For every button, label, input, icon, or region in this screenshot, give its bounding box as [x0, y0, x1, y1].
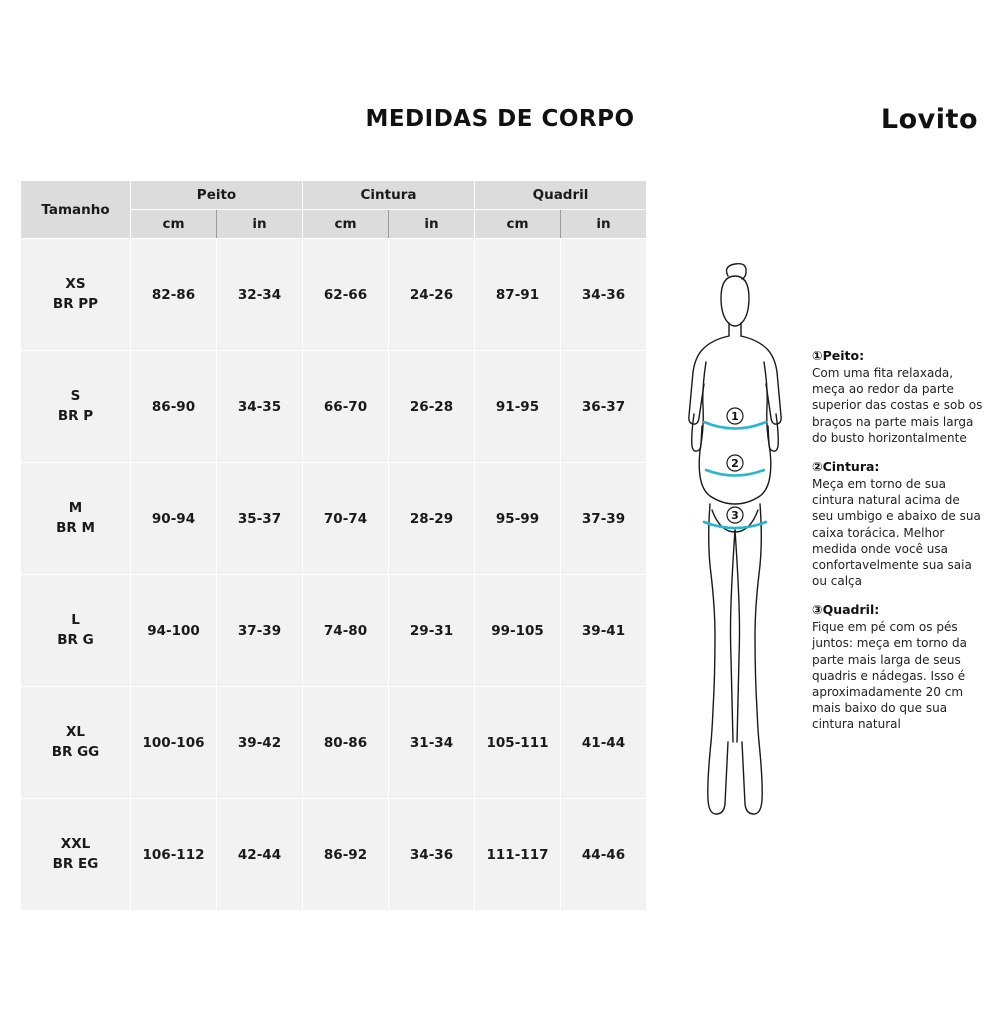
female-body-outline-svg: [660, 262, 810, 827]
size-label-primary: XL: [65, 723, 85, 740]
measurement-instructions: [812, 348, 984, 746]
size-label-br: BR P: [57, 407, 94, 424]
cell-hip-in: 44-46: [561, 799, 647, 911]
note-hip-title: ③Quadril:: [812, 602, 880, 618]
cell-chest-in: 39-42: [217, 687, 303, 799]
cell-waist-cm: 62-66: [303, 239, 389, 351]
column-header-group-hip: Quadril: [475, 181, 647, 210]
size-label-primary: S: [70, 387, 81, 404]
cell-size: [21, 575, 131, 687]
hip-line: [710, 496, 760, 504]
cell-chest-cm: 100-106: [131, 687, 217, 799]
column-header-group-waist: Cintura: [303, 181, 475, 210]
note-chest-body: Com uma fita relaxada, meça ao redor da parte superior das costas e sob os braços na parte mais larga do busto horizontalmente: [812, 366, 983, 445]
cell-chest-in: 42-44: [217, 799, 303, 911]
cell-waist-cm: 66-70: [303, 351, 389, 463]
cell-chest-in: 34-35: [217, 351, 303, 463]
cell-waist-in: 26-28: [389, 351, 475, 463]
cell-chest-in: 37-39: [217, 575, 303, 687]
cell-size: [21, 463, 131, 575]
table-body: [21, 239, 647, 911]
cell-chest-in: 32-34: [217, 239, 303, 351]
size-label-br: BR PP: [52, 295, 99, 312]
table-row: [21, 575, 647, 687]
cell-hip-in: 37-39: [561, 463, 647, 575]
note-waist: [812, 459, 984, 589]
left-foot-shape: [708, 742, 728, 814]
cell-waist-in: 31-34: [389, 687, 475, 799]
cell-hip-in: 39-41: [561, 575, 647, 687]
cell-waist-cm: 80-86: [303, 687, 389, 799]
column-header-chest-in: in: [217, 210, 303, 239]
right-foot-shape: [742, 742, 762, 814]
size-chart-table: [20, 180, 647, 911]
inner-leg-line-right: [735, 530, 740, 742]
size-label-br: BR GG: [51, 743, 100, 760]
inner-leg-line: [731, 530, 736, 742]
size-label-br: BR G: [57, 631, 94, 648]
torso-left-outline: [699, 362, 710, 496]
size-label-primary: M: [68, 499, 83, 516]
table-row: [21, 351, 647, 463]
table-row: [21, 687, 647, 799]
cell-chest-in: 35-37: [217, 463, 303, 575]
cell-chest-cm: 86-90: [131, 351, 217, 463]
cell-chest-cm: 90-94: [131, 463, 217, 575]
size-label-primary: L: [71, 611, 80, 628]
left-leg-outer: [709, 504, 715, 742]
cell-waist-in: 34-36: [389, 799, 475, 911]
measure-markers: [727, 408, 743, 523]
cell-hip-cm: 111-117: [475, 799, 561, 911]
table-row: [21, 799, 647, 911]
note-hip-body: Fique em pé com os pés juntos: meça em torno da parte mais larga de seus quadris e nádegas. Isso é aproximadamente 20 cm mais baixo do que sua cintura natural: [812, 620, 967, 732]
column-header-hip-cm: cm: [475, 210, 561, 239]
column-header-group-chest: Peito: [131, 181, 303, 210]
torso-right-outline: [760, 362, 771, 496]
cell-waist-cm: 70-74: [303, 463, 389, 575]
table-header-group-row: [21, 181, 647, 210]
body-figure-illustration: [660, 262, 810, 827]
cell-hip-cm: 87-91: [475, 239, 561, 351]
size-label-br: BR M: [56, 519, 95, 536]
cell-chest-cm: 94-100: [131, 575, 217, 687]
cell-chest-cm: 82-86: [131, 239, 217, 351]
marker-3-label: 3: [731, 509, 739, 522]
column-header-chest-cm: cm: [131, 210, 217, 239]
marker-1-label: 1: [731, 410, 739, 423]
cell-hip-in: 34-36: [561, 239, 647, 351]
column-header-waist-cm: cm: [303, 210, 389, 239]
cell-size: [21, 239, 131, 351]
cell-size: [21, 687, 131, 799]
column-header-waist-in: in: [389, 210, 475, 239]
note-hip: [812, 602, 984, 732]
cell-size: [21, 799, 131, 911]
right-arm-outer: [741, 336, 781, 424]
cell-waist-in: 29-31: [389, 575, 475, 687]
cell-hip-in: 36-37: [561, 351, 647, 463]
size-label-primary: XXL: [60, 835, 91, 852]
note-waist-body: Meça em torno de sua cintura natural acima de seu umbigo e abaixo de sua caixa torácica. Melhor medida onde você usa confortavelmente sua saia ou calça: [812, 476, 981, 589]
size-label-primary: XS: [65, 275, 86, 292]
cell-hip-cm: 95-99: [475, 463, 561, 575]
head-shape: [721, 276, 749, 326]
cell-hip-in: 41-44: [561, 687, 647, 799]
marker-2-label: 2: [731, 457, 739, 470]
brand-logo: Lovito: [880, 104, 978, 135]
column-header-size: Tamanho: [21, 181, 131, 239]
table-row: [21, 463, 647, 575]
note-chest: [812, 348, 984, 446]
cell-hip-cm: 91-95: [475, 351, 561, 463]
column-header-hip-in: in: [561, 210, 647, 239]
table-header: [21, 181, 647, 239]
cell-waist-in: 24-26: [389, 239, 475, 351]
cell-size: [21, 351, 131, 463]
cell-hip-cm: 105-111: [475, 687, 561, 799]
cell-waist-cm: 74-80: [303, 575, 389, 687]
cell-hip-cm: 99-105: [475, 575, 561, 687]
cell-waist-cm: 86-92: [303, 799, 389, 911]
note-chest-title: ①Peito:: [812, 348, 865, 363]
left-arm-outer: [689, 336, 729, 424]
right-leg-outer: [755, 504, 761, 742]
note-waist-title: ②Cintura:: [812, 458, 880, 474]
cell-chest-cm: 106-112: [131, 799, 217, 911]
size-label-br: BR EG: [52, 855, 99, 872]
cell-waist-in: 28-29: [389, 463, 475, 575]
page-title: MEDIDAS DE CORPO: [365, 106, 635, 132]
table-row: [21, 239, 647, 351]
